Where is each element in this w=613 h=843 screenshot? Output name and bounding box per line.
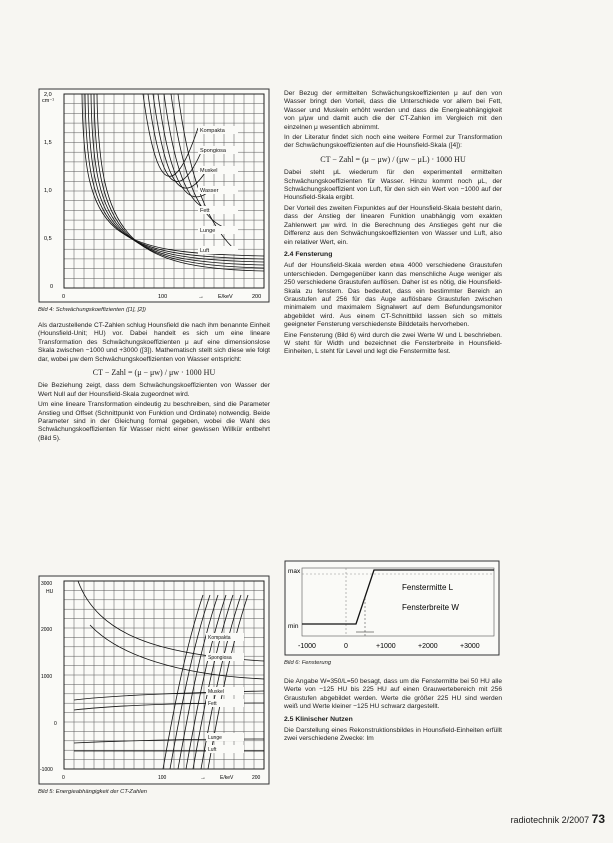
- curve-label: Lunge: [208, 735, 222, 741]
- x-tick: 200: [252, 775, 261, 781]
- max-label: max: [288, 568, 301, 575]
- curve-line: [88, 94, 264, 262]
- x-tick: 0: [62, 294, 66, 300]
- y-tick: -1000: [40, 767, 53, 773]
- paragraph: Auf der Hounsfield-Skala werden etwa 4000 verschiedene Graustufen unterschieden. Demgegenüber kann das menschliche Auge weniger als 250 verschiedene Graustufen auflösen. Daher ist es nötig, die Hounsfield-Skala zu fenstern. Das bedeutet, dass ein bestimmter Bereich an Graustufen auf 256 für das Auge auflösbare Graustufen zwischen minimalem und maximalem Signalwert auf dem Befundungsmonitor abgebildet wird. Aus einem CT-Schnittbild lassen sich so mittels geeigneter Fensterung verschiedenste Bilddetails hervorheben.: [284, 262, 502, 329]
- x-tick: +1000: [376, 643, 396, 650]
- window-width-label: Fensterbreite W: [402, 603, 459, 612]
- x-tick: -1000: [298, 643, 316, 650]
- section-heading: 2.5 Klinischer Nutzen: [284, 715, 353, 723]
- x-tick: 100: [158, 294, 168, 300]
- y-tick: 1000: [41, 674, 53, 680]
- paragraph: Die Angabe W=350/L=50 besagt, dass um die Fenstermitte bei 50 HU alle Werte von −125 HU bis 225 HU auf einen Grauwertebereich mit 256 Graustufen abgebildet werden. Werte die größer 225 HU sind werden weiß und Werte kleiner −125 HU schwarz dargestellt.: [284, 678, 502, 711]
- curve-line: [201, 595, 241, 769]
- curve-label: Lunge: [200, 228, 216, 234]
- formula-ct-2: CT − Zahl = (μ − μw) / (μw − μL) · 1000 HU: [320, 154, 466, 164]
- page-number: 73: [591, 812, 605, 826]
- curve-label: Kompakta: [208, 635, 231, 641]
- section-heading: 2.4 Fensterung: [284, 250, 333, 258]
- paragraph: Die Beziehung zeigt, dass dem Schwächungskoeffizienten von Wasser der Wert Null auf der Hounsfield-Skala zugeordnet wird.: [38, 382, 270, 398]
- min-label: min: [288, 623, 299, 630]
- x-tick: 0: [62, 775, 65, 781]
- x-tick: 0: [344, 643, 348, 650]
- figure-6-caption: Bild 6: Fensterung: [284, 660, 332, 666]
- y-tick: 2000: [41, 627, 53, 633]
- figure-5-caption: Bild 5: Energieabhängigkeit der CT-Zahlen: [38, 789, 148, 795]
- y-tick: 1,5: [44, 140, 52, 146]
- curve-label: Spongiosa: [208, 655, 232, 661]
- y-tick: 1,0: [44, 188, 52, 194]
- y-tick: 0,5: [44, 236, 52, 242]
- curve-label: Luft: [208, 747, 217, 753]
- y-tick: 0: [50, 284, 54, 290]
- paragraph: Um eine lineare Transformation eindeutig zu beschreiben, sind die Parameter Anstieg und Offset (Schnittpunkt von Funktion und Ordinate) notwendig. Beide Parameter sind in der Gleichung formal gegeben, wobei die Wahl des Schwächungskoeffizienten für Wasser nicht einer gewissen Willkür entbehrt (Bild 5).: [38, 401, 270, 442]
- figure-4: [38, 88, 270, 303]
- window-center-label: Fenstermitte L: [402, 583, 454, 592]
- x-tick: +2000: [418, 643, 438, 650]
- figure-5-chart: [38, 575, 270, 785]
- x-tick: 200: [252, 294, 262, 300]
- right-column-bottom: [284, 678, 502, 746]
- arrow-icon: →: [200, 775, 206, 781]
- formula-ct: CT − Zahl = (μ − μw) / μw · 1000 HU: [92, 368, 216, 378]
- paragraph: Eine Fensterung (Bild 6) wird durch die zwei Werte W und L beschrieben. W steht für Width und bezeichnet die Fensterbreite in Hounsfield-Einheiten, L steht für Level und legt die Fenstermitte fest.: [284, 331, 502, 356]
- page-footer: [511, 812, 605, 826]
- paragraph: Der Bezug der ermittelten Schwächungskoeffizienten μ auf den von Wasser bringt den Vorteil, dass die Unterschiede vor allem bei Fett, Wasser und Muskeln erhöht werden und dass die Energieabhängigkeit von μ/μw und damit auch die der CT-Zahlen im Vergleich mit den einzelnen μ wesentlich abnimmt.: [284, 90, 502, 131]
- curve-label: Muskel: [208, 689, 224, 695]
- x-unit: E/keV: [218, 294, 233, 300]
- curve-label: Kompakta: [200, 128, 225, 134]
- x-tick: +3000: [460, 643, 480, 650]
- figure-4-caption: Bild 4: Schwächungskoeffizienten ([1], [2]): [38, 307, 146, 313]
- paragraph: Die Darstellung eines Rekonstruktionsbildes in Hounsfield-Einheiten erfüllt zwei verschiedene Zwecke: Im: [284, 727, 502, 743]
- right-column-top: [284, 90, 502, 359]
- figure-6-chart: [284, 560, 500, 656]
- curve-label: Spongiosa: [200, 148, 226, 154]
- journal-name: radiotechnik 2/2007: [510, 815, 590, 825]
- figure-6: [284, 560, 500, 656]
- curve-line: [97, 94, 264, 271]
- curve-label: Fett: [200, 208, 210, 214]
- y-tick: 2,0: [44, 92, 52, 98]
- curve-line: [78, 581, 264, 661]
- curve-label: Wasser: [200, 188, 219, 194]
- y-unit: cm⁻¹: [42, 98, 55, 104]
- paragraph: Der Vorteil des zweiten Fixpunktes auf der Hounsfield-Skala besteht darin, dass der Anstieg der linearen Funktion unabhängig vom exakten Zahlenwert μw wird. In die Berechnung des Anstieges geht nur die Differenz aus den Schwächungskoeffizienten von Wasser und Luft, also ein relativer Wert, ein.: [284, 204, 502, 246]
- left-column: [38, 322, 270, 445]
- paragraph: In der Literatur findet sich noch eine weitere Formel zur Transformation der Schwächungskoeffizienten auf die Hounsfield-Skala ([4]):: [284, 134, 502, 150]
- y-tick: 3000: [41, 581, 53, 587]
- x-tick: 100: [158, 775, 167, 781]
- curve-label: Luft: [200, 248, 210, 254]
- y-unit: HU: [46, 589, 54, 595]
- figure-5: [38, 575, 270, 785]
- x-unit: E/keV: [220, 775, 234, 781]
- paragraph: Als darzustellende CT-Zahlen schlug Hounsfield die nach ihm benannte Einheit (Hounsfield-Unit; HU) vor. Dabei handelt es sich um eine lineare Transformation des Schwächungskoeffizienten μ auf eine dimensionslose Skala zwischen −1000 und +3000 ([3]). Mathematisch stellt sich diese wie folgt dar, wobei μw dem Schwächungskoeffizienten von Wasser entspricht:: [38, 322, 270, 363]
- arrow-icon: →: [198, 294, 204, 300]
- curve-label: Fett: [208, 701, 217, 707]
- paragraph: Dabei steht μL wiederum für den experimentell ermittelten Schwächungskoeffizienten für Wasser. Hinzu kommt noch μL, der Schwächungskoeffizient von Luft, für den sich ein Wert von −1000 auf der Hounsfield-Skala ergibt.: [284, 169, 502, 202]
- curve-label: Muskel: [200, 168, 218, 174]
- y-tick: 0: [54, 721, 57, 727]
- figure-4-chart: [38, 88, 270, 303]
